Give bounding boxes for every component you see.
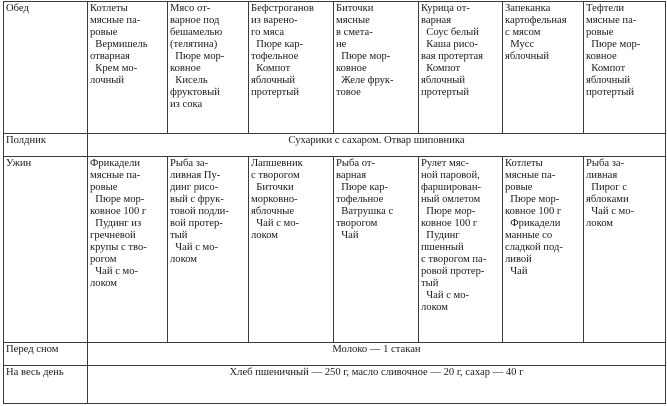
lunch-day-5 [419,2,503,134]
menu-line: товое [336,87,361,98]
menu-line: ковное 100 г [421,218,478,229]
menu-line: Котлеты [90,3,128,14]
menu-line: картофельная [505,15,567,26]
menu-line: Рыба от- [336,158,376,169]
menu-line: ковное 100 г [505,206,562,217]
menu-line: ровые [505,182,533,193]
menu-line: ковное 100 г [90,206,147,217]
menu-line: локом [90,278,117,289]
row-whole-day [4,366,666,404]
menu-line: Чай с мо- [421,290,470,301]
dinner-day-5 [419,157,503,343]
menu-line: Чай с мо- [251,218,300,229]
menu-line: Компот [421,63,461,74]
menu-line: с творогом [251,170,300,181]
row-label-before-sleep: Перед сном [4,343,88,366]
menu-line: вой протер- [170,218,223,229]
menu-line: варное под [170,15,220,26]
menu-line: яблочные [251,206,295,217]
menu-line: гречневой [90,230,136,241]
menu-line: ливная [586,170,618,181]
menu-line: яблочный [421,75,466,86]
dinner-day-4 [334,157,419,343]
menu-line: Пюре мор- [90,194,145,205]
dinner-day-2 [168,157,249,343]
menu-line: вый с фрук- [170,194,224,205]
menu-line: товой подли- [170,206,229,217]
menu-line: ливная Пу- [170,170,221,181]
menu-line: Кисель [170,75,208,86]
whole-day-text: Хлеб пшеничный — 250 г, масло сливочное — 20 г, сахар — 40 г [88,366,666,404]
menu-line: Бефстроганов [251,3,314,14]
menu-line: Пирог с [586,182,627,193]
menu-line: Пудинг [421,230,460,241]
menu-line: Мясо от- [170,3,211,14]
menu-line: тофельное [251,51,299,62]
lunch-day-2 [168,2,249,134]
menu-line: Чай с мо- [586,206,635,217]
menu-line: мясные [336,15,370,26]
menu-line: крупы с тво- [90,242,147,253]
menu-line: рогом [90,254,117,265]
menu-line: ковное [336,63,367,74]
menu-line: тофельное [336,194,384,205]
menu-line: Курица от- [421,3,470,14]
menu-line: пшенный [421,242,464,253]
menu-line: Компот [586,63,626,74]
row-label-lunch: Обед [4,2,88,134]
menu-line: Чай с мо- [90,266,139,277]
menu-line: яблочный [586,75,631,86]
before-sleep-text: Молоко — 1 стакан [88,343,666,366]
menu-line: Соус белый [421,27,479,38]
menu-line: Чай [336,230,359,241]
menu-line: яблочный [251,75,296,86]
menu-line: тый [170,230,188,241]
menu-line: мясные па- [90,15,141,26]
menu-line: локом [421,302,448,313]
menu-line: с творогом па- [421,254,487,265]
menu-line: Фрикадели [505,218,561,229]
menu-line: яблоками [586,194,629,205]
menu-line: мясные па- [505,170,556,181]
menu-line: мясные па- [586,15,637,26]
lunch-day-6 [503,2,584,134]
menu-line: варная [336,170,367,181]
menu-line: ливой [505,254,532,265]
menu-line: протертый [421,87,470,98]
menu-line: протертый [586,87,635,98]
dinner-day-6 [503,157,584,343]
menu-line: локом [251,230,278,241]
menu-line: Компот [251,63,291,74]
menu-line: ковное [170,63,201,74]
row-lunch [4,2,666,134]
menu-line: из варено- [251,15,298,26]
menu-line: Котлеты [505,158,543,169]
menu-line: ровой протер- [421,266,485,277]
lunch-day-7 [584,2,666,134]
menu-line: Пюре мор- [421,206,476,217]
menu-line: ной паровой, [421,170,480,181]
menu-line: творогом [336,218,378,229]
menu-line: Рыба за- [586,158,625,169]
dinner-day-3 [249,157,334,343]
menu-line: Пудинг из [90,218,142,229]
menu-line: ровые [90,27,118,38]
menu-line: Пюре кар- [251,39,304,50]
menu-line: локом [586,218,613,229]
menu-line: Каша рисо- [421,39,478,50]
menu-line: Чай с мо- [170,242,219,253]
menu-line: ковное [586,51,617,62]
menu-line: фруктовый [170,87,220,98]
menu-line: протертый [251,87,300,98]
menu-line: Желе фрук- [336,75,394,86]
row-label-dinner: Ужин [4,157,88,343]
menu-line: из сока [170,99,203,110]
menu-line: Биточки [336,3,374,14]
menu-line: Биточки [251,182,294,193]
menu-line: динг рисо- [170,182,219,193]
menu-line: мясные па- [90,170,141,181]
menu-line: Рыба за- [170,158,209,169]
lunch-day-4 [334,2,419,134]
menu-line: Мусс [505,39,535,50]
menu-line: в смета- [336,27,373,38]
menu-line: Фрикадели [90,158,141,169]
menu-line: Крем мо- [90,63,138,74]
menu-line: сладкой под- [505,242,563,253]
menu-line: с мясом [505,27,541,38]
menu-line: манные со [505,230,553,241]
row-label-whole-day: На весь день [4,366,88,404]
menu-line: тый [421,278,439,289]
row-before-sleep [4,343,666,366]
menu-line: ровые [90,182,118,193]
menu-line: не [336,39,347,50]
dinner-day-1 [88,157,168,343]
menu-line: варная [421,15,452,26]
menu-line: вая протертая [421,51,484,62]
menu-line: Пюре мор- [170,51,225,62]
menu-line: отварная [90,51,130,62]
menu-line: ный омлетом [421,194,481,205]
menu-line: лочный [90,75,125,86]
menu-line: бешамелью [170,27,223,38]
afternoon-snack-text: Сухарики с сахаром. Отвар шиповника [88,134,666,157]
menu-line: Пюре кар- [336,182,389,193]
menu-line: яблочный [505,51,550,62]
menu-line: Запеканка [505,3,551,14]
row-label-afternoon-snack: Полдник [4,134,88,157]
menu-line: (телятина) [170,39,218,50]
menu-line: Лапшевник [251,158,303,169]
menu-line: ровые [586,27,614,38]
menu-line: Вермишель [90,39,148,50]
menu-line: локом [170,254,197,265]
menu-line: Тефтели [586,3,625,14]
menu-line: Ватрушка с [336,206,394,217]
row-afternoon-snack [4,134,666,157]
menu-line: морковно- [251,194,298,205]
row-dinner [4,157,666,343]
menu-line: Пюре мор- [586,39,641,50]
menu-line: го мяса [251,27,285,38]
menu-line: Пюре мор- [336,51,391,62]
lunch-day-1 [88,2,168,134]
lunch-day-3 [249,2,334,134]
dinner-day-7 [584,157,666,343]
menu-line: фарширован- [421,182,482,193]
menu-line: Пюре мор- [505,194,560,205]
menu-line: Чай [505,266,528,277]
menu-line: Рулет мяс- [421,158,469,169]
diet-menu-table [3,1,666,404]
